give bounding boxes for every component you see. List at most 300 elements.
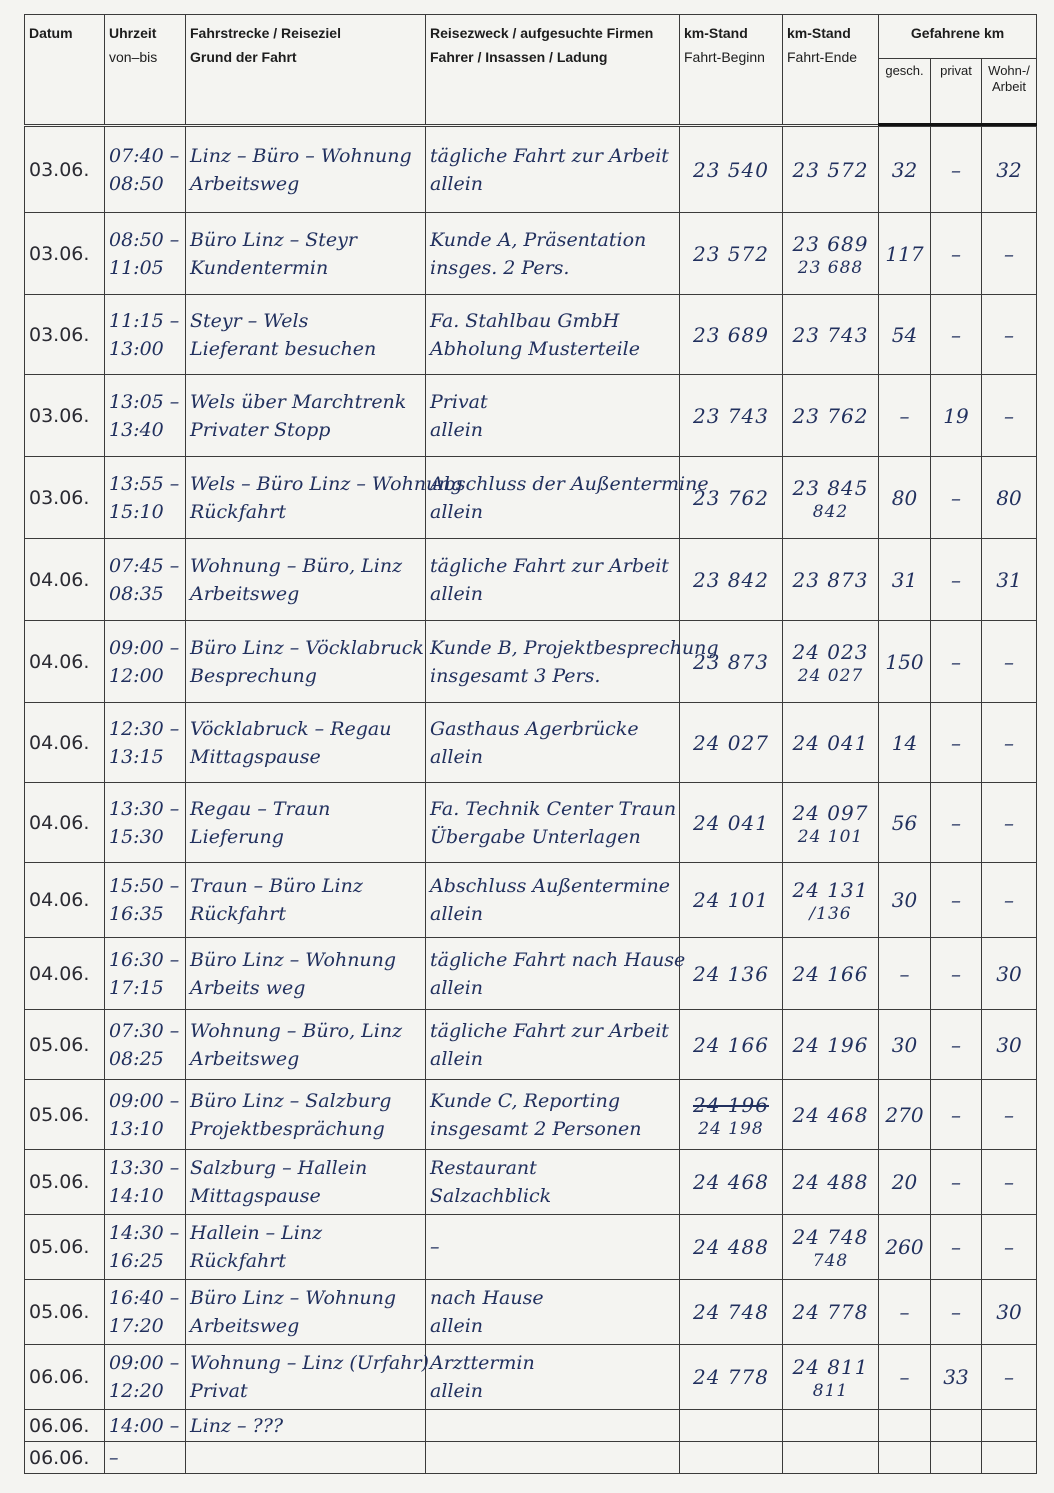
g-text: 20 xyxy=(891,1170,918,1194)
g-text: – xyxy=(899,1365,910,1389)
km-privat-cell xyxy=(931,621,982,703)
purpose-cell xyxy=(426,938,686,1010)
km-privat-cell xyxy=(931,1080,982,1150)
t2-text: 13:40 xyxy=(109,418,164,441)
km-start-cell xyxy=(680,375,783,457)
ks-text: 24 196 xyxy=(693,1092,769,1117)
trip-row xyxy=(25,1010,1037,1080)
wa-text: – xyxy=(1004,888,1014,912)
header-km-start: km-Stand Fahrt-Beginn xyxy=(680,15,783,125)
ke-text: 24 166 xyxy=(792,961,869,986)
date-cell xyxy=(25,213,105,295)
km-end-cell xyxy=(783,295,879,375)
km-end-cell xyxy=(783,1150,879,1215)
km-privat-cell xyxy=(931,1150,982,1215)
ke_fix-text: 23 688 xyxy=(797,257,864,278)
date-text: 04.06. xyxy=(29,568,90,591)
date-cell xyxy=(25,1010,105,1080)
ks-text: 23 743 xyxy=(693,403,769,428)
t2-text: 08:25 xyxy=(109,1047,164,1070)
km-privat-cell xyxy=(931,1345,982,1410)
g-text: 150 xyxy=(885,649,924,674)
purpose-cell xyxy=(426,621,719,703)
km-privat-cell xyxy=(931,703,982,783)
p1-text: – xyxy=(430,1236,440,1258)
date-cell xyxy=(25,457,105,539)
km-end-cell xyxy=(783,539,879,621)
date-text: 04.06. xyxy=(29,889,90,911)
km-end-cell xyxy=(783,863,879,938)
trip-row xyxy=(25,783,1037,863)
km-geschaeftlich-cell xyxy=(879,1442,931,1474)
km-wohn-arbeit-cell xyxy=(982,621,1037,703)
g-text: 14 xyxy=(891,730,918,755)
route-cell xyxy=(186,1280,426,1345)
km-geschaeftlich-cell xyxy=(879,457,931,539)
time-cell xyxy=(105,457,186,539)
km-wohn-arbeit-cell xyxy=(982,127,1037,213)
trip-row xyxy=(25,621,1037,703)
pv-text: – xyxy=(951,888,961,912)
ks-text: 24 136 xyxy=(693,961,769,986)
km-wohn-arbeit-cell xyxy=(982,1280,1037,1345)
r1-text: Wohnung – Büro, Linz xyxy=(190,1019,403,1042)
r2-text: Arbeitsweg xyxy=(190,1047,300,1070)
r2-text: Rückfahrt xyxy=(190,903,287,925)
date-cell xyxy=(25,1280,105,1345)
route-cell xyxy=(186,127,426,213)
wa-text: 30 xyxy=(996,961,1022,986)
ke-text: 23 689 xyxy=(792,231,869,256)
t1-text: 16:30 – xyxy=(109,948,180,971)
r2-text: Projektbesprächung xyxy=(190,1117,385,1140)
ke_fix-text: 24 101 xyxy=(797,826,864,847)
t1-text: 09:00 – xyxy=(109,636,180,659)
ks-text: 23 689 xyxy=(693,322,769,347)
date-text: 03.06. xyxy=(29,242,90,265)
ke_fix-text: /136 xyxy=(809,904,852,924)
p1-text: Privat xyxy=(430,390,488,413)
t1-text: 14:30 – xyxy=(109,1222,180,1244)
p1-text: Abschluss der Außentermine xyxy=(430,472,709,495)
p1-text: Kunde A, Präsentation xyxy=(430,228,647,251)
km-geschaeftlich-cell xyxy=(879,1215,931,1280)
header-reisezweck: Reisezweck / aufgesuchte Firmen Fahrer / Insassen / Ladung xyxy=(426,15,680,125)
header-gesch: gesch. xyxy=(879,59,931,125)
r1-text: Hallein – Linz xyxy=(190,1222,323,1244)
date-cell xyxy=(25,703,105,783)
ke-text: 23 572 xyxy=(792,157,869,182)
km-start-cell xyxy=(680,457,783,539)
t1-text: 14:00 – xyxy=(109,1414,180,1437)
r1-text: Traun – Büro Linz xyxy=(190,875,363,897)
date-text: 04.06. xyxy=(29,811,90,834)
trip-row xyxy=(25,375,1037,457)
p2-text: insges. 2 Pers. xyxy=(430,256,570,279)
date-cell xyxy=(25,1442,105,1474)
km-privat-cell xyxy=(931,1010,982,1080)
km-geschaeftlich-cell xyxy=(879,213,931,295)
time-cell xyxy=(105,1150,186,1215)
km-start-cell xyxy=(680,539,783,621)
ks-text: 24 166 xyxy=(693,1032,769,1057)
p2-text: allein xyxy=(430,903,484,925)
ks-text: 24 101 xyxy=(693,888,769,912)
t1-text: 13:55 – xyxy=(109,472,180,495)
km-wohn-arbeit-cell xyxy=(982,938,1037,1010)
ke-text: 24 778 xyxy=(792,1300,869,1324)
ks-text: 24 027 xyxy=(693,730,769,755)
km-end-cell xyxy=(783,1345,879,1410)
time-cell xyxy=(105,1345,186,1410)
date-cell xyxy=(25,539,105,621)
purpose-cell xyxy=(426,1345,680,1410)
trip-row xyxy=(25,703,1037,783)
km-geschaeftlich-cell xyxy=(879,1345,931,1410)
km-geschaeftlich-cell xyxy=(879,1010,931,1080)
g-text: 30 xyxy=(891,888,918,912)
r1-text: Wels – Büro Linz – Wohnung xyxy=(190,472,463,495)
r2-text: Privater Stopp xyxy=(190,418,331,441)
ke-text: 24 468 xyxy=(792,1102,869,1127)
p1-text: Abschluss Außentermine xyxy=(430,875,671,897)
p1-text: Arzttermin xyxy=(430,1352,535,1374)
r2-text: Lieferant besuchen xyxy=(190,337,377,360)
pv-text: – xyxy=(951,1300,961,1324)
p1-text: Kunde B, Projektbesprechung xyxy=(430,636,719,659)
km-end-cell xyxy=(783,621,879,703)
purpose-cell xyxy=(426,703,680,783)
pv-text: – xyxy=(951,961,961,986)
pv-text: – xyxy=(951,322,961,347)
g-text: 117 xyxy=(885,241,924,266)
wa-text: – xyxy=(1004,403,1014,428)
pv-text: – xyxy=(951,485,961,510)
date-text: 03.06. xyxy=(29,404,90,427)
km-geschaeftlich-cell xyxy=(879,375,931,457)
km-privat-cell xyxy=(931,213,982,295)
ke-text: 23 845 xyxy=(792,475,869,500)
date-cell xyxy=(25,783,105,863)
ks-text: 23 572 xyxy=(693,241,769,266)
g-text: 270 xyxy=(885,1102,924,1127)
date-text: 05.06. xyxy=(29,1171,90,1193)
g-text: 32 xyxy=(891,157,918,182)
km-geschaeftlich-cell xyxy=(879,1150,931,1215)
km-start-cell xyxy=(680,703,783,783)
t1-text: 13:30 – xyxy=(109,1157,180,1179)
header-uhrzeit: Uhrzeit von–bis xyxy=(105,15,186,125)
r1-text: Linz – Büro – Wohnung xyxy=(190,144,412,167)
header-datum: Datum xyxy=(25,15,105,125)
date-text: 03.06. xyxy=(29,158,90,181)
trip-row xyxy=(25,1442,1037,1474)
p2-text: insgesamt 2 Personen xyxy=(430,1117,642,1140)
p1-text: tägliche Fahrt zur Arbeit xyxy=(430,1019,669,1042)
purpose-cell xyxy=(426,539,680,621)
km-start-cell xyxy=(680,783,783,863)
km-end-cell xyxy=(783,1080,879,1150)
t1-text: 11:15 – xyxy=(109,309,180,332)
t1-text: 07:30 – xyxy=(109,1019,180,1042)
g-text: 56 xyxy=(891,810,918,835)
time-cell xyxy=(105,1280,186,1345)
km-start-cell xyxy=(680,1215,783,1280)
km-end-cell xyxy=(783,938,879,1010)
r1-text: Vöcklabruck – Regau xyxy=(190,717,392,740)
t2-text: 14:10 xyxy=(109,1185,164,1207)
p2-text: allein xyxy=(430,976,484,999)
g-text: 30 xyxy=(891,1032,918,1057)
km-privat-cell xyxy=(931,1280,982,1345)
time-cell xyxy=(105,375,186,457)
p2-text: Abholung Musterteile xyxy=(430,337,640,360)
time-cell xyxy=(105,863,186,938)
date-text: 04.06. xyxy=(29,731,90,754)
ke-text: 24 041 xyxy=(792,730,869,755)
km-wohn-arbeit-cell xyxy=(982,1010,1037,1080)
route-cell xyxy=(186,703,426,783)
header-wohn-arbeit: Wohn-/ Arbeit xyxy=(982,59,1037,125)
km-geschaeftlich-cell xyxy=(879,703,931,783)
r2-text: Rückfahrt xyxy=(190,500,287,523)
t2-text: 17:20 xyxy=(109,1315,164,1337)
t2-text: 08:50 xyxy=(109,172,164,195)
route-cell xyxy=(186,213,426,295)
p2-text: insgesamt 3 Pers. xyxy=(430,664,601,687)
date-text: 05.06. xyxy=(29,1033,90,1056)
p2-text: Salzachblick xyxy=(430,1185,552,1207)
wa-text: 30 xyxy=(996,1300,1022,1324)
r2-text: Arbeitsweg xyxy=(190,1315,300,1337)
p2-text: allein xyxy=(430,172,484,195)
purpose-cell xyxy=(426,457,709,539)
t1-text: 08:50 – xyxy=(109,228,180,251)
km-wohn-arbeit-cell xyxy=(982,213,1037,295)
ks-text: 23 762 xyxy=(693,485,769,510)
header-fahrstrecke: Fahrstrecke / Reiseziel Grund der Fahrt xyxy=(186,15,426,125)
km-start-cell xyxy=(680,1280,783,1345)
ke-text: 23 873 xyxy=(792,567,869,592)
pv-text: – xyxy=(951,241,961,266)
p2-text: allein xyxy=(430,418,484,441)
time-cell xyxy=(105,539,186,621)
purpose-cell xyxy=(426,1150,680,1215)
km-wohn-arbeit-cell xyxy=(982,1410,1037,1442)
purpose-cell xyxy=(426,1010,680,1080)
wa-text: 31 xyxy=(996,567,1022,592)
ke-text: 24 131 xyxy=(792,878,869,902)
time-cell xyxy=(105,295,186,375)
date-text: 05.06. xyxy=(29,1301,90,1323)
km-start-cell xyxy=(680,213,783,295)
p2-text: allein xyxy=(430,745,484,768)
km-wohn-arbeit-cell xyxy=(982,1345,1037,1410)
trip-row xyxy=(25,938,1037,1010)
km-wohn-arbeit-cell xyxy=(982,457,1037,539)
km-start-cell xyxy=(680,938,783,1010)
ke-text: 24 488 xyxy=(792,1170,869,1194)
wa-text: – xyxy=(1004,1235,1014,1259)
ks-text: 24 468 xyxy=(693,1170,769,1194)
r2-text: Besprechung xyxy=(190,664,317,687)
km-geschaeftlich-cell xyxy=(879,863,931,938)
purpose-cell xyxy=(426,863,680,938)
ke_fix-text: 748 xyxy=(812,1251,849,1271)
km-privat-cell xyxy=(931,127,982,213)
km-end-cell xyxy=(783,783,879,863)
km-end-cell xyxy=(783,1410,879,1442)
km-geschaeftlich-cell xyxy=(879,295,931,375)
ks_fix-text: 24 198 xyxy=(698,1118,764,1139)
pv-text: – xyxy=(951,649,961,674)
pv-text: 33 xyxy=(943,1365,969,1389)
wa-text: – xyxy=(1004,810,1014,835)
km-privat-cell xyxy=(931,1410,982,1442)
km-end-cell xyxy=(783,1442,879,1474)
pv-text: – xyxy=(951,1235,961,1259)
t1-text: 13:05 – xyxy=(109,390,180,413)
km-privat-cell xyxy=(931,457,982,539)
km-privat-cell xyxy=(931,783,982,863)
km-privat-cell xyxy=(931,539,982,621)
time-cell xyxy=(105,1442,186,1474)
date-text: 04.06. xyxy=(29,650,90,673)
date-text: 03.06. xyxy=(29,486,90,509)
p1-text: Kunde C, Reporting xyxy=(430,1089,620,1112)
pv-text: – xyxy=(951,1032,961,1057)
date-cell xyxy=(25,375,105,457)
date-text: 06.06. xyxy=(29,1414,90,1437)
km-start-cell xyxy=(680,1150,783,1215)
header-gefahrene-km: Gefahrene km xyxy=(879,15,1037,59)
km-start-cell xyxy=(680,621,783,703)
fahrtenbuch-table xyxy=(24,14,1037,1474)
time-cell xyxy=(105,703,186,783)
p1-text: nach Hause xyxy=(430,1287,544,1309)
trip-row xyxy=(25,213,1037,295)
pv-text: – xyxy=(951,810,961,835)
trip-row xyxy=(25,1215,1037,1280)
ke-text: 24 196 xyxy=(792,1032,869,1057)
ks-text: 24 041 xyxy=(693,810,769,835)
t2-text: 13:15 xyxy=(109,745,164,768)
trip-row xyxy=(25,1150,1037,1215)
km-geschaeftlich-cell xyxy=(879,783,931,863)
km-start-cell xyxy=(680,1345,783,1410)
wa-text: 80 xyxy=(996,485,1022,510)
km-end-cell xyxy=(783,1010,879,1080)
t1-text: 09:00 – xyxy=(109,1089,180,1112)
km-end-cell xyxy=(783,375,879,457)
km-geschaeftlich-cell xyxy=(879,1280,931,1345)
route-cell xyxy=(186,375,426,457)
km-privat-cell xyxy=(931,1442,982,1474)
km-wohn-arbeit-cell xyxy=(982,863,1037,938)
header-privat: privat xyxy=(931,59,982,125)
km-wohn-arbeit-cell xyxy=(982,1080,1037,1150)
date-cell xyxy=(25,1150,105,1215)
route-cell xyxy=(186,295,426,375)
r2-text: Arbeitsweg xyxy=(190,582,300,605)
wa-text: 32 xyxy=(996,157,1022,182)
km-wohn-arbeit-cell xyxy=(982,1442,1037,1474)
p2-text: Übergabe Unterlagen xyxy=(430,825,641,848)
purpose-cell xyxy=(426,213,680,295)
purpose-cell xyxy=(426,1215,680,1280)
ke_fix-text: 24 027 xyxy=(797,665,864,686)
r2-text: Kundentermin xyxy=(190,256,329,279)
km-geschaeftlich-cell xyxy=(879,621,931,703)
route-cell xyxy=(186,1345,429,1410)
km-wohn-arbeit-cell xyxy=(982,1215,1037,1280)
km-end-cell xyxy=(783,457,879,539)
wa-text: – xyxy=(1004,1102,1014,1127)
g-text: 260 xyxy=(885,1235,924,1259)
km-start-cell xyxy=(680,1010,783,1080)
r1-text: Büro Linz – Wohnung xyxy=(190,948,397,971)
time-cell xyxy=(105,127,186,213)
time-cell xyxy=(105,621,186,703)
route-cell xyxy=(186,863,426,938)
g-text: – xyxy=(899,1300,910,1324)
r2-text: Mittagspause xyxy=(190,745,321,768)
date-text: 05.06. xyxy=(29,1103,90,1126)
time-cell xyxy=(105,1080,186,1150)
r1-text: Linz – ??? xyxy=(190,1414,284,1437)
km-end-cell xyxy=(783,213,879,295)
r1-text: Wohnung – Büro, Linz xyxy=(190,554,403,577)
pv-text: – xyxy=(951,567,961,592)
route-cell xyxy=(186,1215,426,1280)
date-text: 04.06. xyxy=(29,962,90,985)
t1-text: 15:50 – xyxy=(109,875,180,897)
p2-text: allein xyxy=(430,1380,484,1402)
r1-text: Salzburg – Hallein xyxy=(190,1157,368,1179)
trip-row xyxy=(25,539,1037,621)
purpose-cell xyxy=(426,1410,680,1442)
trip-row xyxy=(25,1345,1037,1410)
date-cell xyxy=(25,621,105,703)
km-geschaeftlich-cell xyxy=(879,127,931,213)
date-text: 06.06. xyxy=(29,1366,90,1388)
t2-text: 12:00 xyxy=(109,664,164,687)
km-geschaeftlich-cell xyxy=(879,938,931,1010)
p1-text: tägliche Fahrt zur Arbeit xyxy=(430,144,669,167)
km-start-cell xyxy=(680,295,783,375)
trip-row xyxy=(25,863,1037,938)
t1-text: 07:45 – xyxy=(109,554,180,577)
t2-text: 17:15 xyxy=(109,976,164,999)
ks-text: 24 778 xyxy=(693,1365,769,1389)
g-text: – xyxy=(899,403,910,428)
ke-text: 23 762 xyxy=(792,403,869,428)
date-text: 03.06. xyxy=(29,323,90,346)
date-text: 06.06. xyxy=(29,1446,90,1469)
ke-text: 24 811 xyxy=(792,1355,869,1379)
km-privat-cell xyxy=(931,375,982,457)
r1-text: Büro Linz – Vöcklabruck xyxy=(190,636,424,659)
ke-text: 24 097 xyxy=(792,800,869,825)
km-geschaeftlich-cell xyxy=(879,539,931,621)
r1-text: Wels über Marchtrenk xyxy=(190,390,407,413)
t2-text: 11:05 xyxy=(109,256,164,279)
r1-text: Büro Linz – Steyr xyxy=(190,228,357,251)
r1-text: Regau – Traun xyxy=(190,797,331,820)
route-cell xyxy=(186,938,426,1010)
r2-text: Arbeitsweg xyxy=(190,172,300,195)
km-end-cell xyxy=(783,1215,879,1280)
